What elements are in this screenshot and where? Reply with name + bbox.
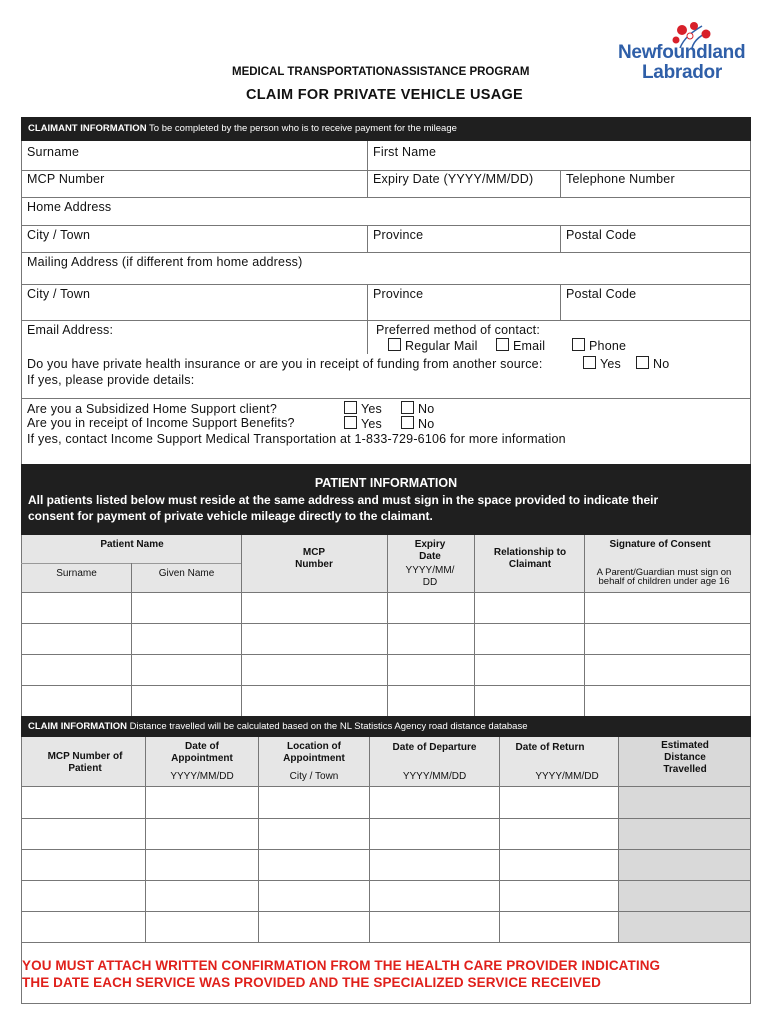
claimant-band-title: CLAIMANT INFORMATION (28, 123, 147, 134)
claim-band-text: Distance travelled will be calculated based on the NL Statistics Agency road distance database (129, 721, 528, 732)
col-signature-note: A Parent/Guardian must sign on behalf of children under age 16 (596, 567, 732, 587)
nl-logo (618, 20, 748, 90)
claimant-band-text: To be completed by the person who is to receive payment for the mileage (149, 123, 457, 134)
email-checkbox[interactable] (496, 338, 509, 351)
col-expiry-format: YYYY/MM/DD (405, 565, 455, 588)
col-date-departure-format: YYYY/MM/DD (402, 771, 467, 782)
claim-section-header (21, 716, 751, 737)
col-expiry-date: Expiry Date (414, 539, 446, 562)
col-given-name: Given Name (158, 568, 215, 579)
col-date-return: Date of Return (515, 742, 585, 753)
telephone-field[interactable]: Telephone Number (566, 172, 675, 186)
logo-newfoundland: Newfoundland (618, 42, 746, 63)
col-signature: Signature of Consent (609, 539, 711, 550)
province-field[interactable]: Province (373, 228, 424, 242)
regular-mail-label: Regular Mail (405, 339, 478, 353)
subsidized-no-label: No (418, 402, 435, 416)
patient-band-line1: All patients listed below must reside at the same address and must sign in the space provided to indicate their (28, 493, 659, 507)
claimant-section-header (21, 117, 751, 141)
attachment-warning-line1: YOU MUST ATTACH WRITTEN CONFIRMATION FROM THE HEALTH CARE PROVIDER INDICATING (22, 958, 661, 973)
form-title: CLAIM FOR PRIVATE VEHICLE USAGE (246, 87, 524, 103)
mailing-address-field[interactable]: Mailing Address (if different from home address) (27, 255, 303, 269)
col-date-appointment-format: YYYY/MM/DD (170, 771, 234, 782)
col-date-appointment: Date of Appointment (171, 741, 233, 764)
home-address-field[interactable]: Home Address (27, 200, 112, 214)
subsidized-yes-checkbox[interactable] (344, 401, 357, 414)
insurance-no-label: No (653, 357, 670, 371)
logo-labrador: Labrador (642, 62, 722, 83)
income-yes-checkbox[interactable] (344, 416, 357, 429)
income-support-contact-note: If yes, contact Income Support Medical Transportation at 1-833-729-6106 for more information (27, 432, 566, 446)
col-relationship: Relationship to Claimant (493, 547, 567, 570)
col-surname: Surname (56, 568, 97, 579)
insurance-question: Do you have private health insurance or are you in receipt of funding from another source: (27, 357, 543, 371)
regular-mail-checkbox[interactable] (388, 338, 401, 351)
subsidized-no-checkbox[interactable] (401, 401, 414, 414)
surname-field[interactable]: Surname (27, 145, 80, 159)
income-support-question: Are you in receipt of Income Support Benefits? (27, 416, 295, 430)
col-patient-name: Patient Name (100, 539, 164, 550)
income-no-checkbox[interactable] (401, 416, 414, 429)
first-name-field[interactable]: First Name (373, 145, 437, 159)
insurance-yes-label: Yes (600, 357, 621, 371)
patient-band-line2: consent for payment of private vehicle mileage directly to the claimant. (28, 509, 433, 523)
attachment-warning-line2: THE DATE EACH SERVICE WAS PROVIDED AND THE SPECIALIZED SERVICE RECEIVED (22, 975, 601, 990)
col-date-return-format: YYYY/MM/DD (535, 771, 599, 782)
mailing-province-field[interactable]: Province (373, 287, 424, 301)
program-name: MEDICAL TRANSPORTATIONASSISTANCE PROGRAM (232, 66, 530, 78)
income-yes-label: Yes (361, 417, 382, 431)
insurance-no-checkbox[interactable] (636, 356, 649, 369)
col-date-departure: Date of Departure (392, 742, 477, 753)
email-label: Email (513, 339, 546, 353)
subsidized-question: Are you a Subsidized Home Support client? (27, 402, 278, 416)
expiry-date-field[interactable]: Expiry Date (YYYY/MM/DD) (373, 172, 534, 186)
mailing-postal-code-field[interactable]: Postal Code (566, 287, 637, 301)
mcp-number-field[interactable]: MCP Number (27, 172, 105, 186)
col-mcp-number: MCP Number (295, 547, 333, 570)
subsidized-yes-label: Yes (361, 402, 382, 416)
mailing-city-field[interactable]: City / Town (27, 287, 91, 301)
patient-band-title: PATIENT INFORMATION (314, 476, 458, 490)
insurance-details-field[interactable]: If yes, please provide details: (27, 373, 195, 387)
income-no-label: No (418, 417, 435, 431)
phone-checkbox[interactable] (572, 338, 585, 351)
col-location: Location of Appointment (283, 741, 345, 764)
email-address-field[interactable]: Email Address: (27, 323, 114, 337)
postal-code-field[interactable]: Postal Code (566, 228, 637, 242)
city-field[interactable]: City / Town (27, 228, 91, 242)
phone-label: Phone (589, 339, 627, 353)
col-location-format: City / Town (289, 771, 339, 782)
patient-section-header (21, 464, 751, 535)
col-estimated-distance: Estimated Distance Travelled (661, 740, 709, 775)
insurance-yes-checkbox[interactable] (583, 356, 596, 369)
preferred-contact-label: Preferred method of contact: (376, 323, 541, 337)
claim-band-title: CLAIM INFORMATION (28, 721, 128, 732)
col-claim-mcp: MCP Number of Patient (47, 751, 123, 774)
